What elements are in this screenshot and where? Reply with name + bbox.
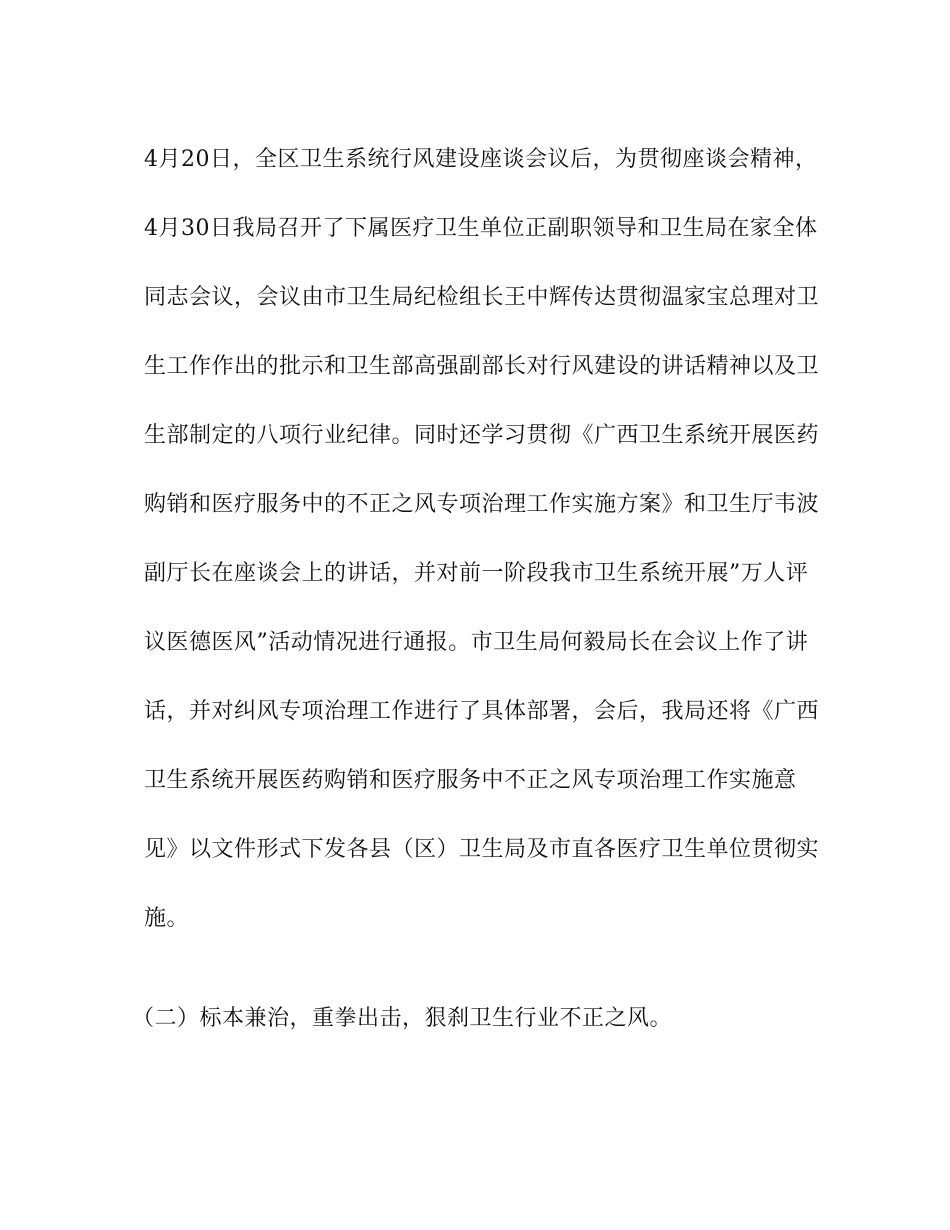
paragraph-line: 同志会议，会议由市卫生局纪检组长王中辉传达贯彻温家宝总理对卫 [144,285,820,310]
paragraph-line: 4月20日，全区卫生系统行风建设座谈会议后，为贯彻座谈会精神， [144,147,818,172]
paragraph-line: 生工作作出的批示和卫生部高强副部长对行风建设的讲话精神以及卫 [144,354,820,379]
paragraph-line: 4月30日我局召开了下属医疗卫生单位正副职领导和卫生局在家全体 [144,216,818,241]
paragraph-line: 话，并对纠风专项治理工作进行了具体部署，会后，我局还将《广西 [144,699,820,724]
paragraph-line: 卫生系统开展医药购销和医疗服务中不正之风专项治理工作实施意 [144,768,797,793]
paragraph-line: 施。 [144,906,190,931]
section-heading: （二）标本兼治，重拳出击，狠刹卫生行业不正之风。 [132,1006,673,1031]
paragraph-line: 生部制定的八项行业纪律。同时还学习贯彻《广西卫生系统开展医药 [144,423,820,448]
paragraph-line: 见》以文件形式下发各县（区）卫生局及市直各医疗卫生单位贯彻实 [144,837,820,862]
paragraph-line: 副厅长在座谈会上的讲话，并对前一阶段我市卫生系统开展”万人评 [144,561,809,586]
paragraph-line: 购销和医疗服务中的不正之风专项治理工作实施方案》和卫生厅韦波 [144,492,820,517]
paragraph-line: 议医德医风”活动情况进行通报。市卫生局何毅局长在会议上作了讲 [144,630,809,655]
